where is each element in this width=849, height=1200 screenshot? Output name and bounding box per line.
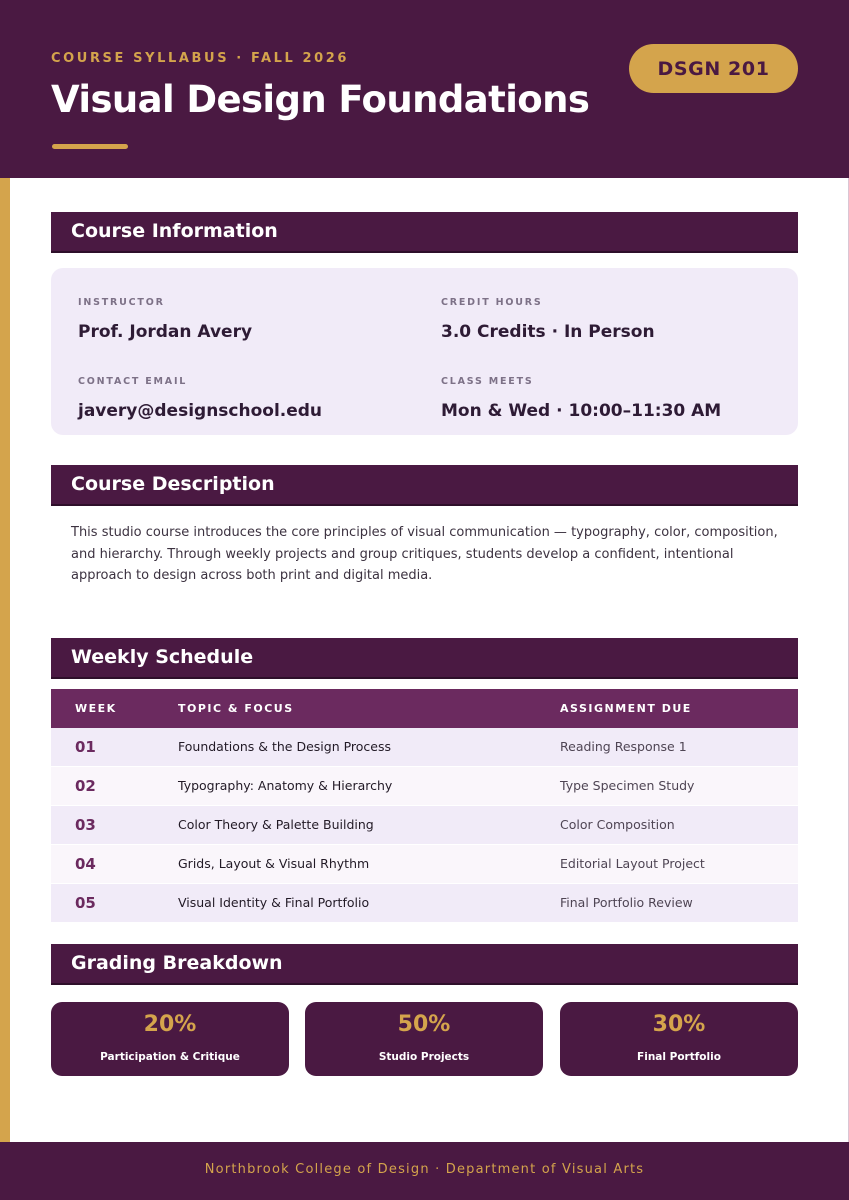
instructor-label: INSTRUCTOR — [78, 297, 165, 308]
instructor-value: Prof. Jordan Avery — [78, 322, 253, 342]
section-title: Course Information — [71, 220, 278, 242]
column-header-topic: TOPIC & FOCUS — [178, 702, 294, 715]
week-number: 05 — [75, 894, 96, 912]
grade-percent: 50% — [397, 1012, 451, 1037]
week-assignment: Color Composition — [560, 817, 675, 832]
contact-email-label: CONTACT EMAIL — [78, 376, 188, 387]
grade-card-participation — [51, 1002, 289, 1076]
week-number: 02 — [75, 777, 96, 795]
schedule-table — [51, 689, 798, 923]
credit-hours-value: 3.0 Credits · In Person — [441, 322, 655, 342]
week-topic: Typography: Anatomy & Hierarchy — [178, 778, 393, 793]
week-assignment: Type Specimen Study — [560, 778, 695, 793]
grade-label: Studio Projects — [378, 1051, 470, 1063]
week-number: 03 — [75, 816, 96, 834]
column-header-week: WEEK — [75, 702, 117, 715]
grade-card-final-portfolio — [560, 1002, 798, 1076]
week-assignment: Final Portfolio Review — [560, 895, 693, 910]
week-topic: Color Theory & Palette Building — [178, 817, 374, 832]
table-row — [51, 767, 798, 806]
course-eyebrow: COURSE SYLLABUS · FALL 2026 — [51, 51, 350, 66]
contact-email-value: javery@designschool.edu — [78, 401, 323, 421]
class-meets-label: CLASS MEETS — [441, 376, 534, 387]
column-header-assignment: ASSIGNMENT DUE — [560, 702, 692, 715]
section-header-grading-breakdown — [51, 944, 798, 985]
credit-hours-label: CREDIT HOURS — [441, 297, 543, 308]
left-accent-stripe — [0, 178, 10, 1142]
grade-percent: 30% — [652, 1012, 706, 1037]
table-row — [51, 728, 798, 767]
week-number: 01 — [75, 738, 96, 756]
page-title: Visual Design Foundations — [51, 78, 590, 121]
section-header-weekly-schedule — [51, 638, 798, 679]
week-assignment: Editorial Layout Project — [560, 856, 705, 871]
course-info-card — [51, 268, 798, 435]
grade-card-studio-projects — [305, 1002, 543, 1076]
week-topic: Grids, Layout & Visual Rhythm — [178, 856, 370, 871]
table-header-row — [51, 689, 798, 728]
week-number: 04 — [75, 855, 96, 873]
table-row — [51, 806, 798, 845]
class-meets-value: Mon & Wed · 10:00–11:30 AM — [441, 401, 722, 421]
section-title: Grading Breakdown — [71, 952, 283, 974]
page-footer — [0, 1142, 849, 1200]
grade-label: Final Portfolio — [637, 1051, 721, 1063]
grade-label: Participation & Critique — [100, 1051, 240, 1063]
grade-percent: 20% — [143, 1012, 197, 1037]
week-topic: Foundations & the Design Process — [178, 739, 392, 754]
section-header-course-information — [51, 212, 798, 253]
section-title: Weekly Schedule — [71, 646, 254, 668]
course-description-text: This studio course introduces the core principles of visual communication — typography, color, composition, and hierarchy. Through weekly projects and group critiques, students develop a confident, intentional approach to design across both print and digital media. — [71, 525, 778, 583]
week-topic: Visual Identity & Final Portfolio — [178, 895, 370, 910]
title-underline — [52, 144, 128, 149]
course-code-badge: DSGN 201 — [629, 44, 798, 93]
syllabus-header — [0, 0, 849, 178]
section-title: Course Description — [71, 473, 275, 495]
table-row — [51, 845, 798, 884]
section-header-course-description — [51, 465, 798, 506]
week-assignment: Reading Response 1 — [560, 739, 687, 754]
footer-text: Northbrook College of Design · Department of Visual Arts — [204, 1162, 645, 1177]
table-row — [51, 884, 798, 923]
